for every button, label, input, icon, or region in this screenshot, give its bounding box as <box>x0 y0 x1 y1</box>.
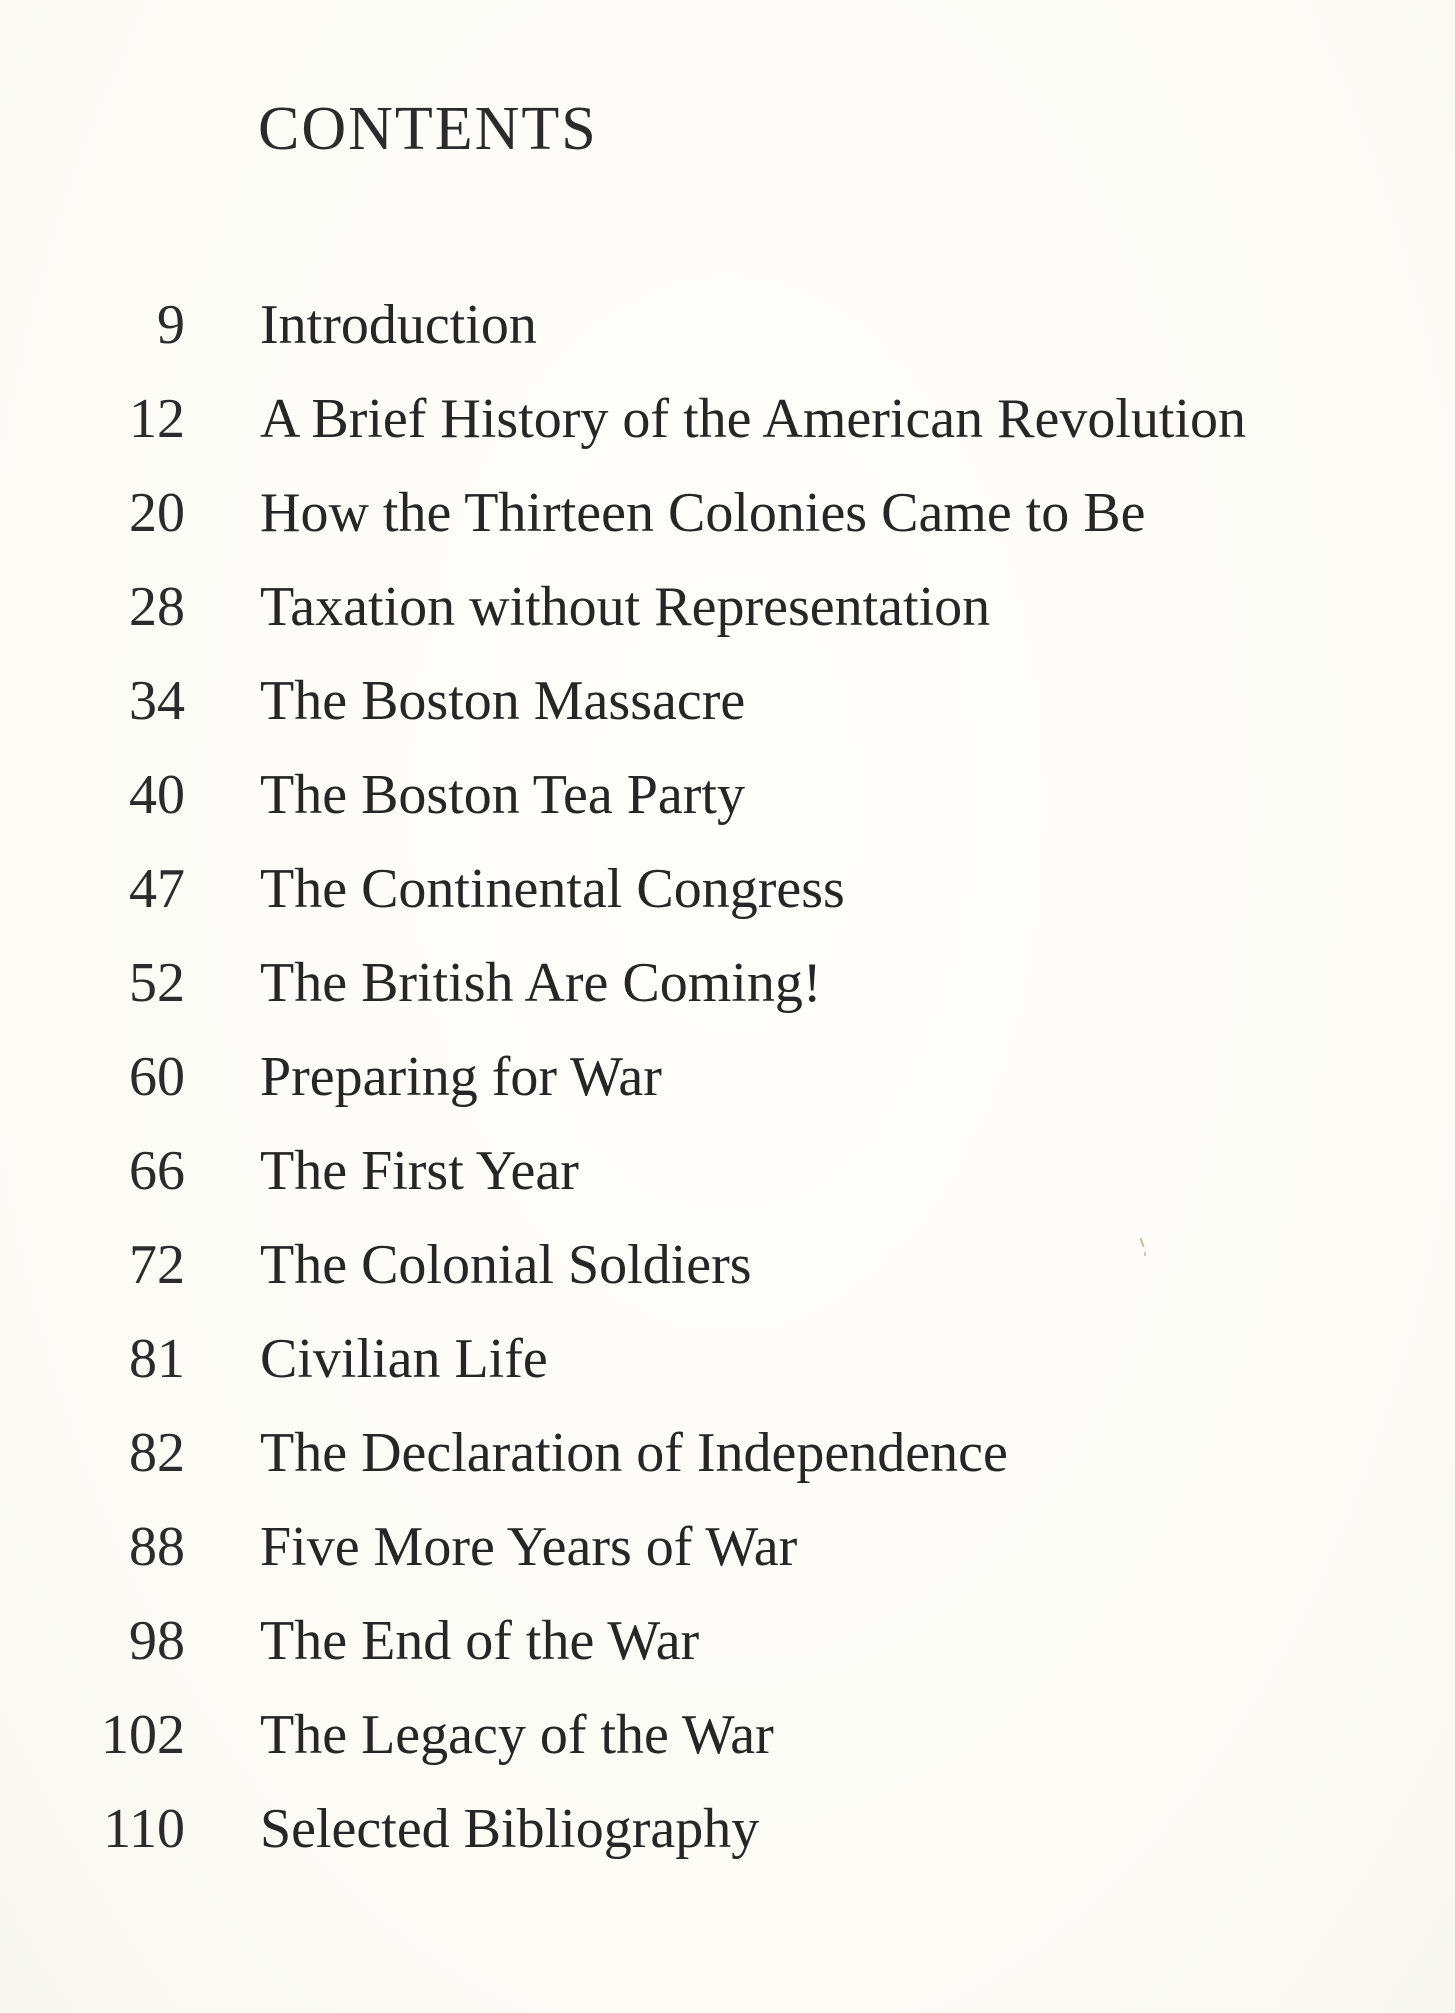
toc-entry[interactable] <box>0 1133 1455 1227</box>
toc-page-number: 60 <box>129 1046 185 1108</box>
toc-entry[interactable] <box>0 287 1455 381</box>
toc-page-number: 12 <box>129 388 185 450</box>
toc-entry[interactable] <box>0 1697 1455 1791</box>
toc-chapter-title[interactable]: How the Thirteen Colonies Came to Be <box>260 482 1146 544</box>
toc-page-number: 88 <box>129 1516 185 1578</box>
toc-page-number: 72 <box>129 1234 185 1296</box>
toc-chapter-title[interactable]: The First Year <box>260 1140 579 1202</box>
toc-entry[interactable] <box>0 757 1455 851</box>
toc-page-number: 81 <box>129 1328 185 1390</box>
toc-entry[interactable] <box>0 1509 1455 1603</box>
toc-page-number: 20 <box>129 482 185 544</box>
toc-page-number: 52 <box>129 952 185 1014</box>
toc-page-number: 28 <box>129 576 185 638</box>
toc-chapter-title[interactable]: The Boston Massacre <box>260 670 746 732</box>
toc-entry[interactable] <box>0 1415 1455 1509</box>
toc-entry[interactable] <box>0 1039 1455 1133</box>
toc-entry[interactable] <box>0 1321 1455 1415</box>
toc-chapter-title[interactable]: Preparing for War <box>260 1046 662 1108</box>
toc-page-number: 110 <box>103 1798 185 1860</box>
table-of-contents <box>0 287 1455 1885</box>
toc-page-number: 40 <box>129 764 185 826</box>
toc-page-number: 82 <box>129 1422 185 1484</box>
toc-chapter-title[interactable]: The End of the War <box>260 1610 700 1672</box>
toc-entry[interactable] <box>0 569 1455 663</box>
toc-page-number: 47 <box>129 858 185 920</box>
toc-chapter-title[interactable]: Selected Bibliography <box>260 1798 760 1860</box>
toc-entry[interactable] <box>0 1603 1455 1697</box>
toc-chapter-title[interactable]: Civilian Life <box>260 1328 548 1390</box>
toc-chapter-title[interactable]: A Brief History of the American Revolution <box>260 388 1247 450</box>
toc-page-number: 9 <box>157 294 185 356</box>
toc-page-number: 66 <box>129 1140 185 1202</box>
toc-entry[interactable] <box>0 381 1455 475</box>
toc-chapter-title[interactable]: The British Are Coming! <box>260 952 822 1014</box>
toc-chapter-title[interactable]: The Declaration of Independence <box>260 1422 1008 1484</box>
toc-page-number: 98 <box>129 1610 185 1672</box>
toc-entry[interactable] <box>0 663 1455 757</box>
toc-chapter-title[interactable]: Introduction <box>260 294 537 356</box>
toc-entry[interactable] <box>0 475 1455 569</box>
toc-chapter-title[interactable]: The Legacy of the War <box>260 1704 774 1766</box>
toc-chapter-title[interactable]: The Colonial Soldiers <box>260 1234 752 1296</box>
toc-chapter-title[interactable]: The Boston Tea Party <box>260 764 745 826</box>
toc-entry[interactable] <box>0 1227 1455 1321</box>
toc-entry[interactable] <box>0 1791 1455 1885</box>
toc-entry[interactable] <box>0 851 1455 945</box>
toc-page-number: 34 <box>129 670 185 732</box>
paper-speck <box>1144 1252 1146 1256</box>
toc-chapter-title[interactable]: The Continental Congress <box>260 858 845 920</box>
toc-chapter-title[interactable]: Taxation without Representation <box>260 576 991 638</box>
toc-entry[interactable] <box>0 945 1455 1039</box>
page-title: CONTENTS <box>258 95 598 163</box>
toc-chapter-title[interactable]: Five More Years of War <box>260 1516 798 1578</box>
toc-page-number: 102 <box>101 1704 185 1766</box>
